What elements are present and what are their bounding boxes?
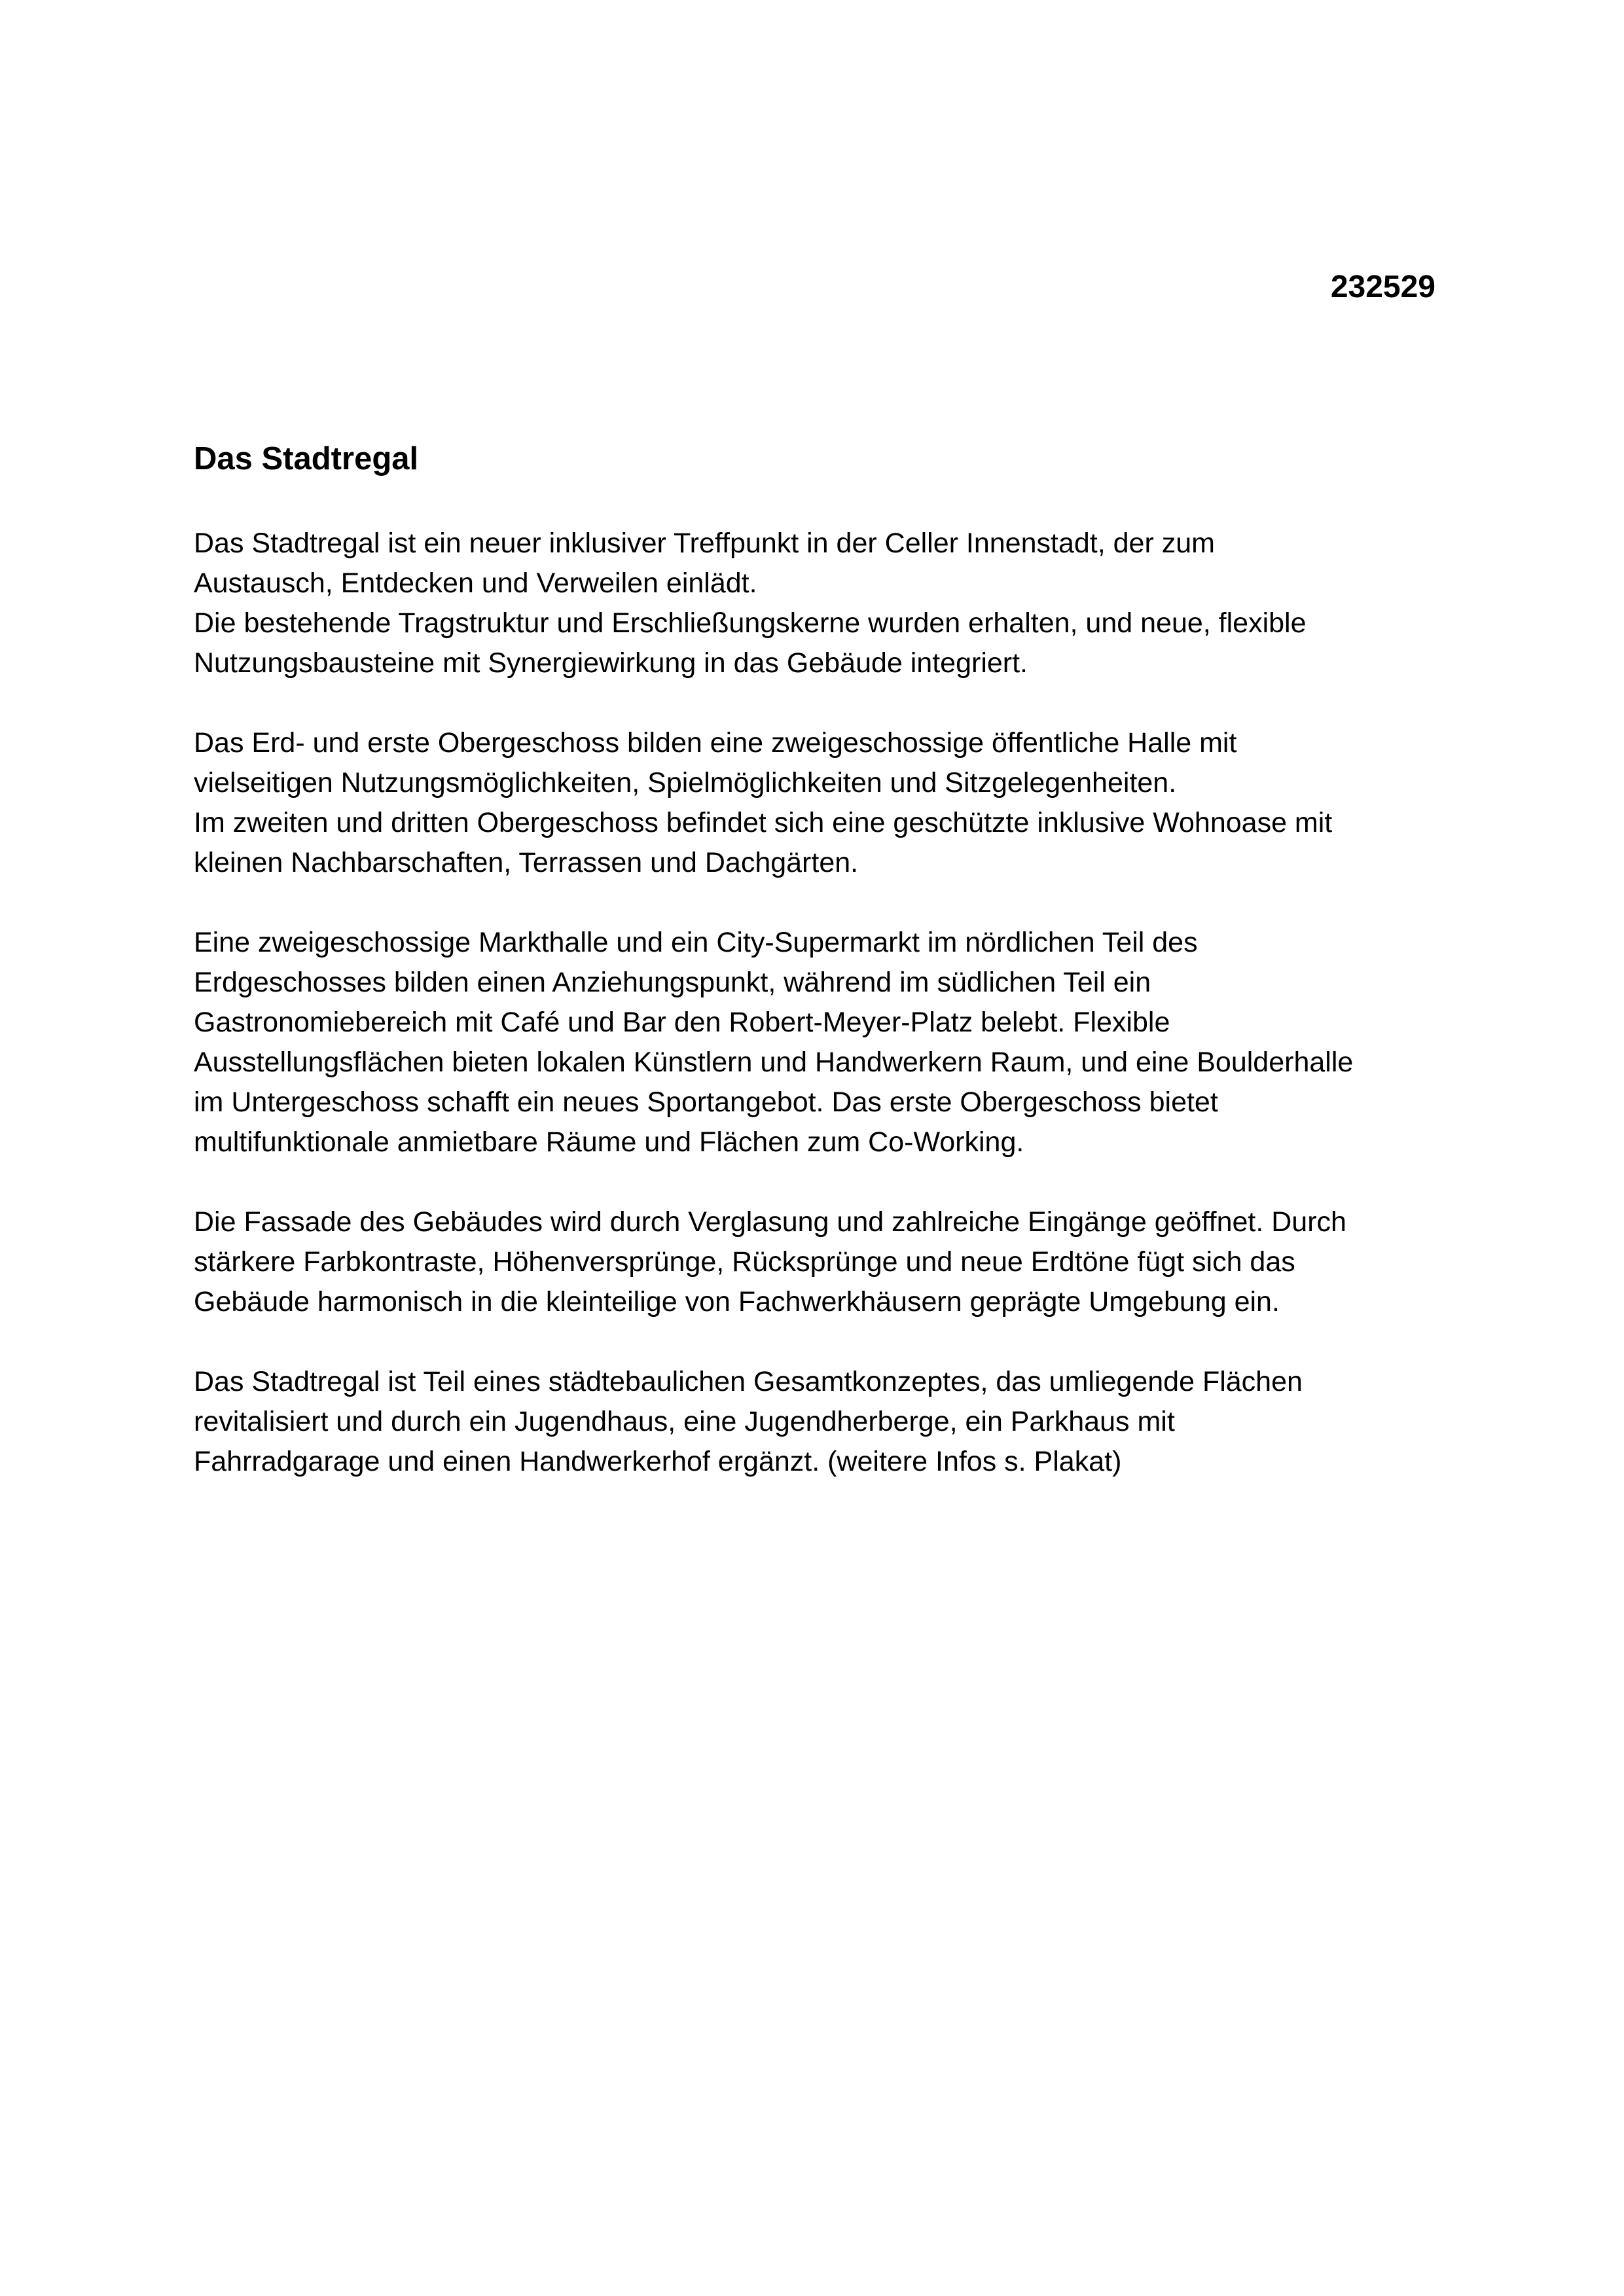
text-line: Nutzungsbausteine mit Synergiewirkung in das Gebäude integriert.	[194, 647, 1028, 679]
paragraph-facade	[194, 1202, 1477, 1322]
text-line: stärkere Farbkontraste, Höhenversprünge, Rücksprünge und neue Erdtöne fügt sich das	[194, 1246, 1295, 1278]
text-line: Eine zweigeschossige Markthalle und ein City-Supermarkt im nördlichen Teil des	[194, 927, 1198, 958]
document-body	[194, 524, 1477, 1522]
document-number: 232529	[1330, 270, 1435, 304]
paragraph-floors	[194, 723, 1477, 883]
text-line: multifunktionale anmietbare Räume und Flächen zum Co-Working.	[194, 1126, 1024, 1158]
text-line: vielseitigen Nutzungsmöglichkeiten, Spielmöglichkeiten und Sitzgelegenheiten.	[194, 767, 1177, 798]
text-line: Fahrradgarage und einen Handwerkerhof ergänzt. (weitere Infos s. Plakat)	[194, 1446, 1122, 1477]
text-line: im Untergeschoss schafft ein neues Sportangebot. Das erste Obergeschoss bietet	[194, 1086, 1218, 1118]
text-line: Austausch, Entdecken und Verweilen einlädt.	[194, 567, 757, 599]
text-line: kleinen Nachbarschaften, Terrassen und Dachgärten.	[194, 847, 859, 878]
text-line: Ausstellungsflächen bieten lokalen Künstlern und Handwerkern Raum, und eine Boulderhalle	[194, 1047, 1354, 1078]
text-line: Das Stadtregal ist Teil eines städtebaulichen Gesamtkonzeptes, das umliegende Flächen	[194, 1366, 1303, 1397]
document-title: Das Stadtregal	[194, 441, 419, 476]
text-line: Das Stadtregal ist ein neuer inklusiver Treffpunkt in der Celler Innenstadt, der zum	[194, 528, 1215, 559]
paragraph-uses	[194, 923, 1477, 1162]
paragraph-intro	[194, 524, 1477, 683]
text-line: Im zweiten und dritten Obergeschoss befindet sich eine geschützte inklusive Wohnoase mit	[194, 807, 1333, 838]
text-line: Gebäude harmonisch in die kleinteilige von Fachwerkhäusern geprägte Umgebung ein.	[194, 1286, 1280, 1318]
text-line: Gastronomiebereich mit Café und Bar den Robert-Meyer-Platz belebt. Flexible	[194, 1007, 1170, 1038]
text-line: Erdgeschosses bilden einen Anziehungspunkt, während im südlichen Teil ein	[194, 967, 1151, 998]
text-line: revitalisiert und durch ein Jugendhaus, eine Jugendherberge, ein Parkhaus mit	[194, 1406, 1175, 1437]
text-line: Die bestehende Tragstruktur und Erschließungskerne wurden erhalten, und neue, flexible	[194, 607, 1307, 639]
paragraph-concept	[194, 1362, 1477, 1482]
text-line: Das Erd- und erste Obergeschoss bilden eine zweigeschossige öffentliche Halle mit	[194, 727, 1237, 759]
text-line: Die Fassade des Gebäudes wird durch Verglasung und zahlreiche Eingänge geöffnet. Durch	[194, 1206, 1346, 1238]
